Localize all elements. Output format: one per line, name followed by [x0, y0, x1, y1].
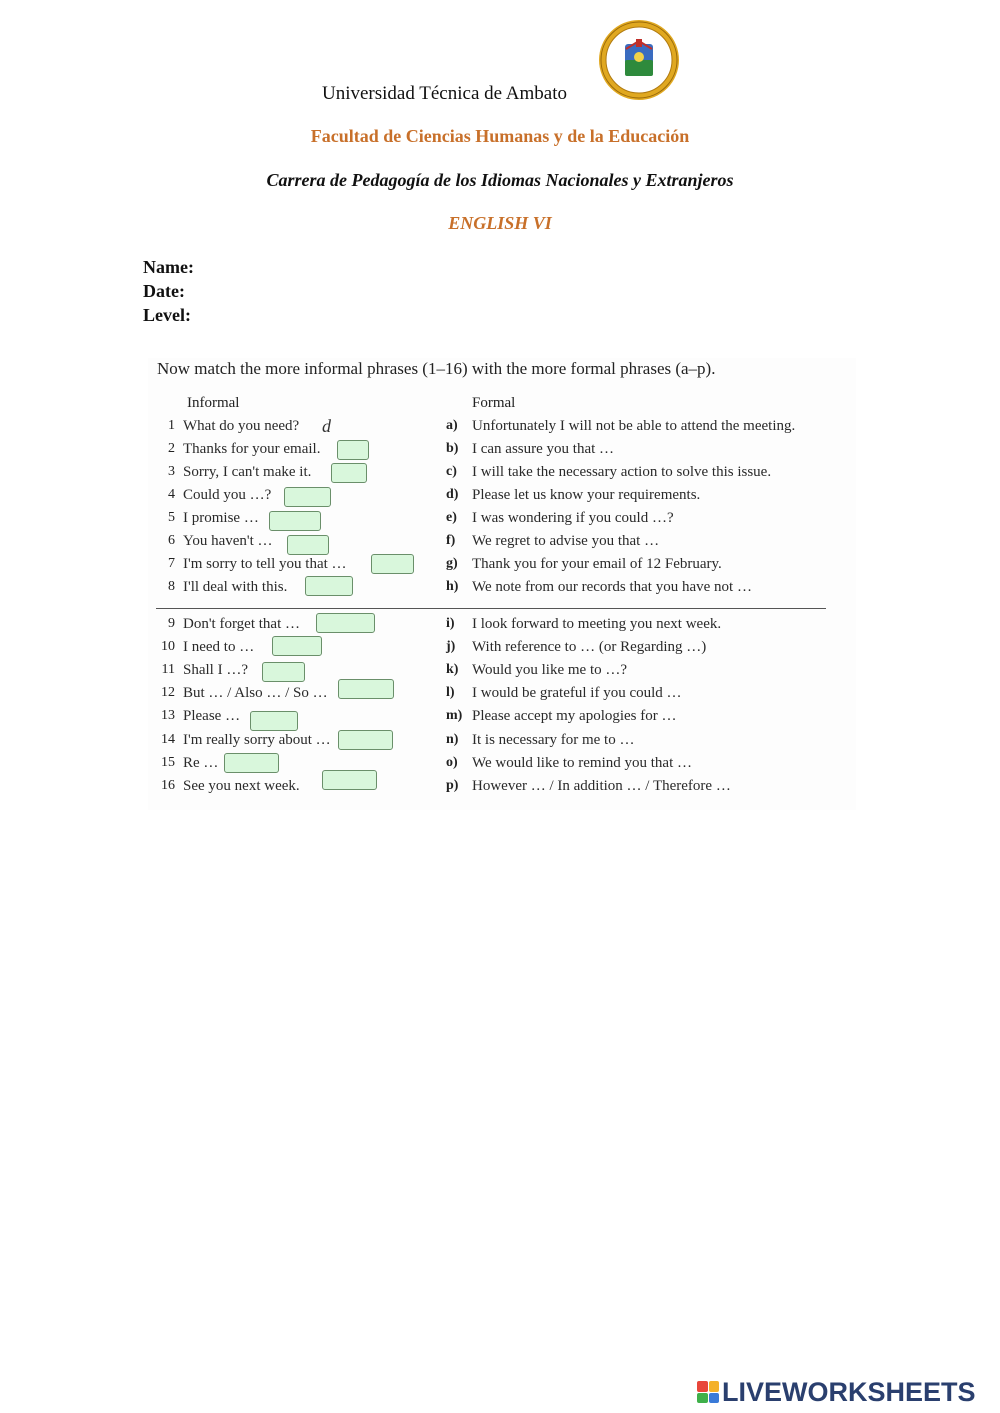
answer-box[interactable] [272, 636, 322, 656]
formal-letter: i) [446, 616, 455, 631]
item-number: 15 [161, 755, 175, 770]
answer-box[interactable] [337, 440, 369, 460]
answer-box[interactable] [224, 753, 279, 773]
informal-phrase: Shall I …? [183, 662, 248, 678]
answer-box[interactable] [269, 511, 321, 531]
answer-box[interactable] [250, 711, 298, 731]
item-number: 1 [168, 418, 175, 433]
university-seal [598, 19, 680, 101]
formal-phrase: I can assure you that … [472, 441, 615, 457]
formal-letter: b) [446, 441, 459, 456]
informal-phrase: But … / Also … / So … [183, 685, 328, 701]
formal-phrase: Please accept my apologies for … [472, 708, 677, 724]
informal-phrase: I'm sorry to tell you that … [183, 556, 347, 572]
formal-heading: Formal [472, 395, 516, 411]
section-divider [156, 608, 826, 609]
answer-box[interactable] [305, 576, 353, 596]
answer-box[interactable] [287, 535, 329, 555]
answer-box[interactable] [338, 679, 394, 699]
answer-box[interactable] [262, 662, 305, 682]
formal-letter: l) [446, 685, 455, 700]
formal-phrase: I would be grateful if you could … [472, 685, 682, 701]
item-number: 4 [168, 487, 175, 502]
informal-phrase: I'll deal with this. [183, 579, 288, 595]
informal-phrase: See you next week. [183, 778, 300, 794]
formal-phrase: Would you like me to …? [472, 662, 628, 678]
formal-phrase: I look forward to meeting you next week. [472, 616, 722, 632]
informal-phrase: I promise … [183, 510, 259, 526]
informal-phrase: I'm really sorry about … [183, 732, 331, 748]
formal-letter: m) [446, 708, 463, 723]
formal-letter: a) [446, 418, 458, 433]
item-number: 12 [161, 685, 175, 700]
item-number: 6 [168, 533, 175, 548]
item-number: 16 [161, 778, 175, 793]
formal-phrase: We regret to advise you that … [472, 533, 660, 549]
item-number: 2 [168, 441, 175, 456]
formal-phrase: We note from our records that you have not … [472, 579, 752, 595]
formal-phrase: I was wondering if you could …? [472, 510, 674, 526]
answer-box[interactable] [331, 463, 367, 483]
informal-phrase: Thanks for your email. [183, 441, 321, 457]
answer-box[interactable] [338, 730, 393, 750]
formal-phrase: Unfortunately I will not be able to attend the meeting. [472, 418, 796, 434]
formal-phrase: I will take the necessary action to solve this issue. [472, 464, 772, 480]
formal-letter: h) [446, 579, 459, 594]
item-number: 9 [168, 616, 175, 631]
informal-phrase: Don't forget that … [183, 616, 300, 632]
formal-letter: g) [446, 556, 458, 571]
item-number: 3 [168, 464, 175, 479]
faculty-name: Facultad de Ciencias Humanas y de la Educación [310, 126, 690, 146]
university-name: Universidad Técnica de Ambato [322, 83, 567, 104]
formal-phrase: With reference to … (or Regarding …) [472, 639, 707, 655]
formal-phrase: We would like to remind you that … [472, 755, 693, 771]
formal-letter: j) [446, 639, 456, 654]
career-name: Carrera de Pedagogía de los Idiomas Nacionales y Extranjeros [266, 170, 734, 190]
liveworksheets-logo [697, 1378, 976, 1406]
informal-phrase: You haven't … [183, 533, 273, 549]
formal-letter: d) [446, 487, 459, 502]
formal-phrase: However … / In addition … / Therefore … [472, 778, 731, 794]
informal-phrase: I need to … [183, 639, 255, 655]
item-number: 11 [161, 662, 175, 677]
item-number: 14 [161, 732, 175, 747]
example-answer: d [322, 416, 331, 436]
answer-box[interactable] [371, 554, 414, 574]
item-number: 5 [168, 510, 175, 525]
brand-text: LIVEWORKSHEETS [722, 1376, 976, 1407]
answer-box[interactable] [316, 613, 375, 633]
formal-letter: o) [446, 755, 458, 770]
informal-phrase: Re … [183, 755, 219, 771]
formal-letter: f) [446, 533, 456, 548]
item-number: 10 [161, 639, 175, 654]
formal-phrase: It is necessary for me to … [472, 732, 635, 748]
exercise-instruction: Now match the more informal phrases (1–16) with the more formal phrases (a–p). [157, 359, 716, 378]
informal-phrase: Sorry, I can't make it. [183, 464, 312, 480]
answer-box[interactable] [284, 487, 331, 507]
formal-letter: e) [446, 510, 457, 525]
logo-mark-icon [697, 1381, 719, 1403]
item-number: 13 [161, 708, 175, 723]
informal-heading: Informal [187, 395, 240, 411]
name-label: Name: [143, 257, 194, 277]
course-title: ENGLISH VI [448, 213, 552, 233]
formal-phrase: Thank you for your email of 12 February. [472, 556, 722, 572]
formal-letter: p) [446, 778, 459, 793]
item-number: 8 [168, 579, 175, 594]
date-label: Date: [143, 281, 185, 301]
formal-letter: k) [446, 662, 459, 677]
formal-letter: c) [446, 464, 457, 479]
level-label: Level: [143, 305, 191, 325]
informal-phrase: What do you need? [183, 418, 300, 434]
formal-letter: n) [446, 732, 459, 747]
formal-phrase: Please let us know your requirements. [472, 487, 701, 503]
item-number: 7 [168, 556, 175, 571]
answer-box[interactable] [322, 770, 377, 790]
informal-phrase: Please … [183, 708, 241, 724]
informal-phrase: Could you …? [183, 487, 272, 503]
